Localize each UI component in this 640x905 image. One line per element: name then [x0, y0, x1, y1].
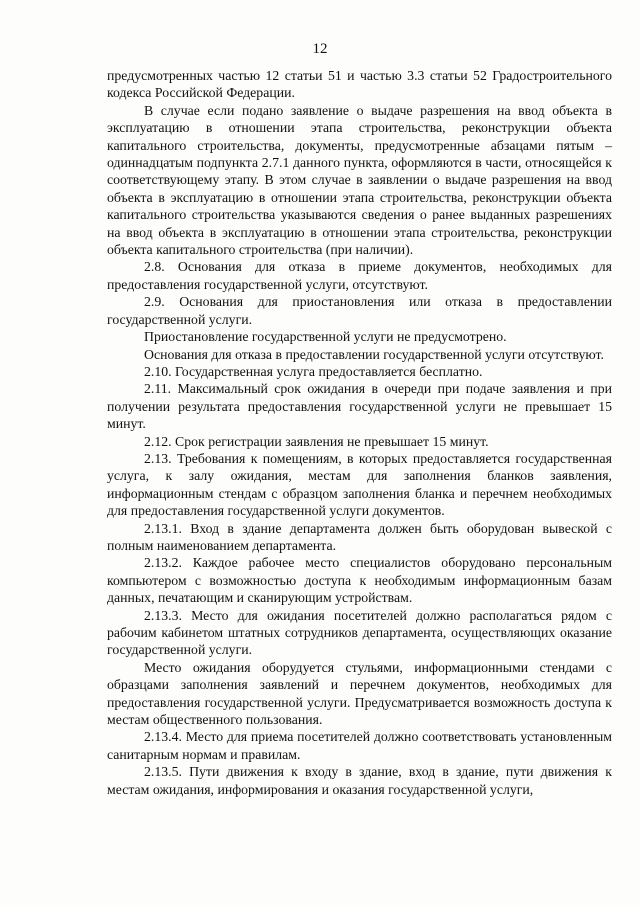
paragraph-continuation: предусмотренных частью 12 статьи 51 и частью 3.3 статьи 52 Градостроительного кодекса Российской Федерации. — [107, 68, 612, 101]
paragraph-2-13-4: 2.13.4. Место для приема посетителей должно соответствовать установленным санитарным нормам и правилам. — [107, 729, 612, 762]
paragraph-2-13-1: 2.13.1. Вход в здание департамента должен быть оборудован вывеской с полным наименованием департамента. — [107, 520, 612, 553]
paragraph-2-9: 2.9. Основания для приостановления или отказа в предоставлении государственной услуги. — [107, 294, 612, 327]
paragraph-2-13: 2.13. Требования к помещениям, в которых предоставляется государственная услуга, к залу ожидания, местам для заполнения бланков заявления, информационным стендам с образцом заполнения бланка и перечнем необходимых для предоставления государственной услуги документов. — [107, 450, 612, 519]
paragraph-2-11: 2.11. Максимальный срок ожидания в очереди при подаче заявления и при получении результата предоставления государственной услуги не превышает 15 минут. — [107, 381, 612, 432]
paragraph-2-8: 2.8. Основания для отказа в приеме документов, необходимых для предоставления государственной услуги, отсутствуют. — [107, 259, 612, 292]
paragraph-2-13-5: 2.13.5. Пути движения к входу в здание, вход в здание, пути движения к местам ожидания, информирования и оказания государственной услуги, — [107, 764, 612, 797]
paragraph-2-13-3: 2.13.3. Место для ожидания посетителей должно располагаться рядом с рабочим кабинетом штатных сотрудников департамента, осуществляющих оказание государственной услуги. — [107, 607, 612, 658]
paragraph-stage-application: В случае если подано заявление о выдаче разрешения на ввод объекта в эксплуатацию в отношении этапа строительства, реконструкции объекта капитального строительства, документы, предусмотренные абзацами пятым – одиннадцатым подпункта 2.7.1 данного пункта, оформляются в части, относящейся к соответствующему этапу. В этом случае в заявлении о выдаче разрешения на ввод объекта в эксплуатацию в отношении этапа строительства, реконструкции объекта капитального строительства указываются сведения о ранее выданных разрешениях на ввод объекта в эксплуатацию в отношении этапа строительства, реконструкции объекта капитального строительства (при наличии). — [107, 102, 612, 258]
paragraph-waiting-area: Место ожидания оборудуется стульями, информационными стендами с образцами заполнения заявлений и перечнем документов, необходимых для предоставления государственной услуги. Предусматривается возможность доступа к местам общественного пользования. — [107, 659, 612, 728]
paragraph-suspension: Приостановление государственной услуги не предусмотрено. — [144, 329, 507, 345]
paragraph-2-13-2: 2.13.2. Каждое рабочее место специалистов оборудовано персональным компьютером с возможностью доступа к необходимым информационным базам данных, печатающим и сканирующим устройствам. — [107, 555, 612, 606]
page-number: 12 — [312, 41, 328, 57]
paragraph-2-12: 2.12. Срок регистрации заявления не превышает 15 минут. — [144, 433, 489, 449]
document-body — [107, 67, 612, 798]
paragraph-refusal-grounds: Основания для отказа в предоставлении государственной услуги отсутствуют. — [144, 346, 604, 362]
paragraph-2-10: 2.10. Государственная услуга предоставляется бесплатно. — [144, 363, 483, 379]
